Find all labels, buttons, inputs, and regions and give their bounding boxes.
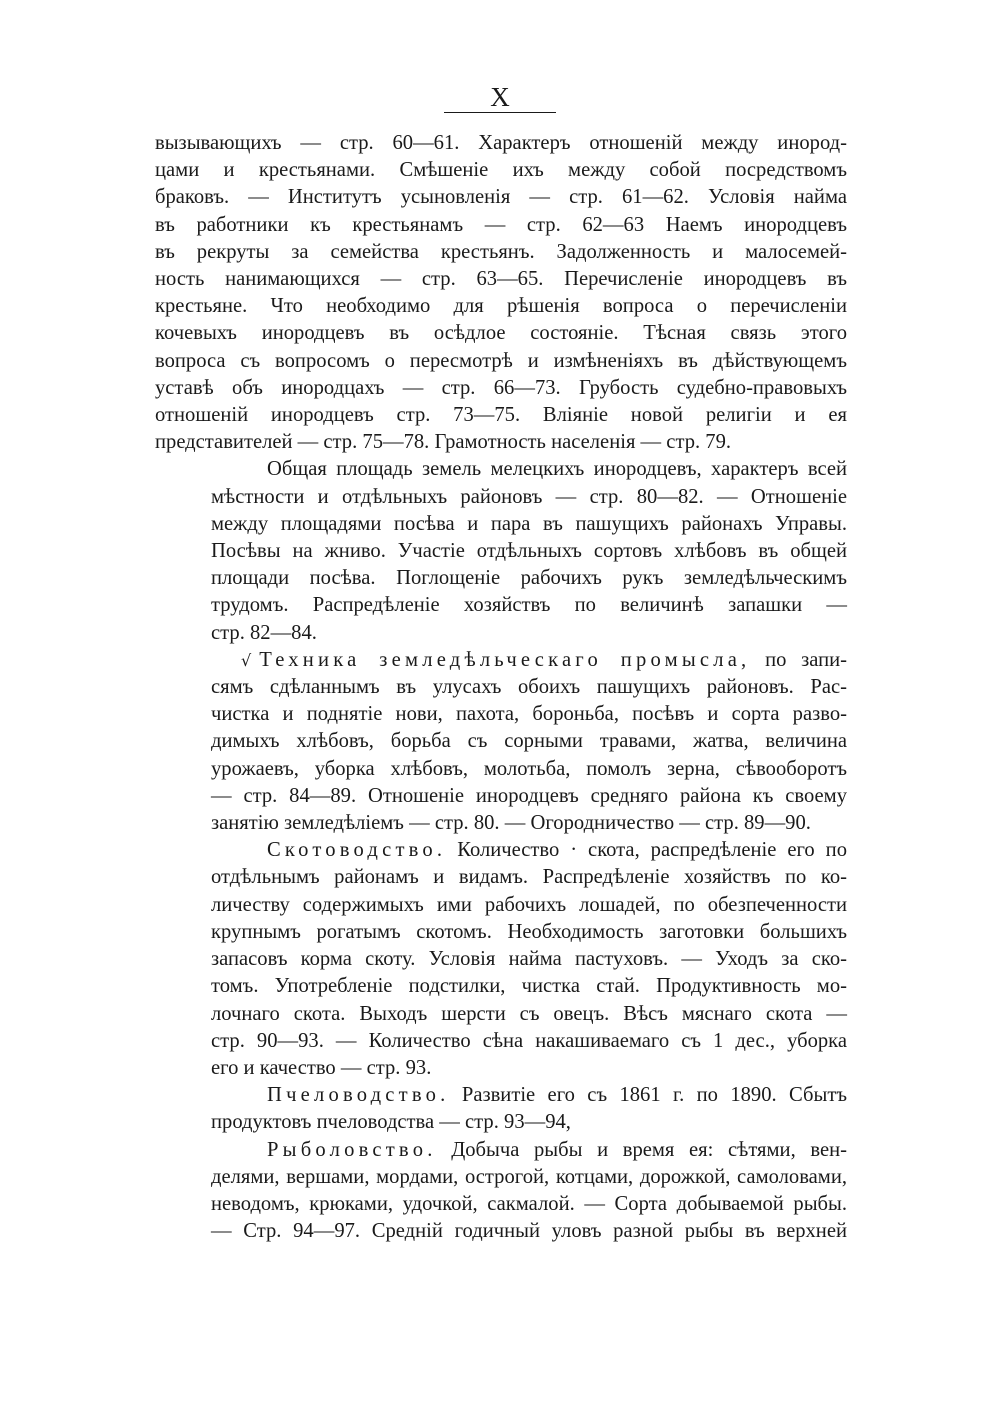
text-line: крупнымъ рогатымъ скотомъ. Необходимость заготовки большихъ [211,920,847,943]
text-line: — Стр. 94—97. Средній годичный уловъ разной рыбы въ верхней [211,1220,847,1243]
text-line: его и качество — стр. 93. [211,1056,432,1079]
text-line: томъ. Употребленіе подстилки, чистка стай. Продуктивность мо- [211,975,847,998]
text-line: крестьяне. Что необходимо для рѣшенія вопроса о перечисленіи [155,295,847,318]
text-line: браковъ. — Институтъ усыновленія — стр. 61—62. Условія найма [155,186,847,209]
text-line: чистка и поднятіе нови, пахота, бороньба, посѣвъ и сорта разво- [211,703,847,726]
text-line: неводомъ, крюками, удочкой, сакмалой. — Сорта добываемой рыбы. [211,1192,847,1215]
text-line: Общая площадь земель мелецкихъ инородцевъ, характеръ всей [267,458,847,481]
text-line: урожаевъ, уборка хлѣбовъ, молотьба, помолъ зерна, сѣвооборотъ [211,757,847,780]
text-line [155,837,847,864]
text-fragment: Количество · скота, распредѣленіе его по [457,839,847,862]
text-line [155,1137,847,1164]
text-fragment: Развитіе его съ 1861 г. по 1890. Сбытъ [461,1084,847,1107]
paragraph-population-relations [155,130,847,456]
paragraph-fishing [155,1137,847,1246]
body-text [155,130,847,1245]
text-line: площади посѣва. Поглощеніе рабочихъ рукъ земледѣльческимъ [211,567,847,590]
page-number: X [490,82,510,112]
text-line: представителей — стр. 75—78. Грамотность населенія — стр. 79. [155,431,732,454]
section-heading: Пчеловодство. [267,1084,450,1107]
text-line: стр. 90—93. — Количество сѣна накашиваемаго съ 1 дес., уборка [211,1029,847,1052]
text-line: — стр. 84—89. Отношеніе инородцевъ средняго района къ своему [211,784,847,807]
text-line [155,1082,847,1109]
text-line [155,647,847,674]
text-line: димыхъ хлѣбовъ, борьба съ сорными травами, жатва, величина [211,730,847,753]
text-line: мѣстности и отдѣльныхъ районовъ — стр. 80—82. — Отношеніе [211,485,847,508]
text-line: вопроса съ вопросомъ о пересмотрѣ и измѣненіяхъ въ дѣйствующемъ [155,349,847,372]
text-line: запасовъ корма скоту. Условія найма пастуховъ. — Уходъ за ско- [211,948,847,971]
text-line: лочнаго скота. Выходъ шерсти съ овецъ. Вѣсъ мяснаго скота — [211,1002,847,1025]
section-heading: Техника земледѣльческаго промысла, [259,648,751,671]
section-heading: Рыболовство. [267,1138,437,1161]
check-mark-icon: √ [241,650,252,670]
text-line: цами и крестьянами. Смѣшеніе ихъ между собой посредствомъ [155,159,847,182]
text-line: личеству содержимыхъ ими рабочихъ лошадей, по обезпеченности [211,893,847,916]
page-number-rule [444,112,556,113]
section-heading: Скотоводство. [267,839,447,862]
text-line: кочевыхъ инородцевъ въ осѣдлое состояніе. Тѣсная связь этого [155,322,847,345]
text-line: отдѣльнымъ районамъ и видамъ. Распредѣленіе хозяйствъ по ко- [211,866,847,889]
text-line: въ работники къ крестьянамъ — стр. 62—63 Наемъ инородцевъ [155,213,847,236]
text-line: вызывающихъ — стр. 60—61. Характеръ отношеній между инород- [155,132,847,154]
text-line: Посѣвы на жниво. Участіе отдѣльныхъ сортовъ хлѣбовъ въ общей [211,540,847,563]
text-line: ность нанимающихся — стр. 63—65. Перечисленіе инородцевъ въ [155,268,847,291]
text-line: делями, вершами, мордами, острогой, котцами, дорожкой, самоловами, [211,1165,847,1188]
text-line: уставѣ объ инородцахъ — стр. 66—73. Грубость судебно-правовыхъ [155,376,847,399]
text-line: занятію земледѣліемъ — стр. 80. — Огородничество — стр. 89—90. [211,812,811,835]
text-line: отношеній инородцевъ стр. 73—75. Вліяніе новой религіи и ея [155,404,847,427]
text-line: стр. 82—84. [211,621,317,644]
text-fragment: Добыча рыбы и время ея: сѣтями, вен- [451,1138,847,1161]
paragraph-land-area [155,456,847,646]
text-line: въ рекруты за семейства крестьянъ. Задолженность и малосемей- [155,240,847,263]
paragraph-beekeeping [155,1082,847,1136]
paragraph-agriculture-technique [155,647,847,837]
text-line: сямъ сдѣланнымъ въ улусахъ обоихъ пашущихъ районовъ. Рас- [211,676,847,699]
text-line: трудомъ. Распредѣленіе хозяйствъ по величинѣ запашки — [211,594,847,617]
text-fragment: по запи- [765,648,847,671]
text-line: между площадями посѣва и пара въ пашущихъ районахъ Управы. [211,512,847,535]
paragraph-livestock [155,837,847,1082]
text-line: продуктовъ пчеловодства — стр. 93—94, [211,1111,571,1134]
